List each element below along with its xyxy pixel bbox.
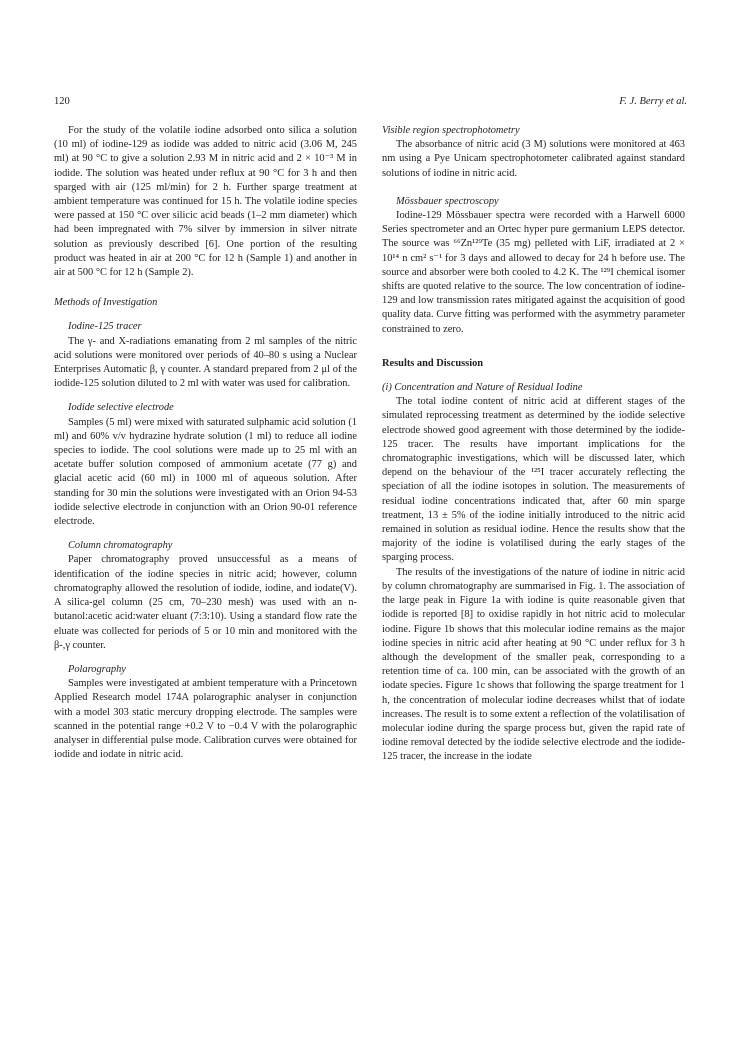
methods-heading: Methods of Investigation (54, 297, 158, 309)
page-number: 120 (54, 96, 70, 107)
column-chromatography-paragraph: Paper chromatography proved unsuccessful as a means of identification of the iodine species in nitric acid; however, column chromatography allowed the resolution of iodide, iodine, and iodate(V). A silica-gel column (25 cm, 70–230 mesh) was used with an n-butanol:acetic acid:water eluant (7:3:10). Using a standard flow rate the eluate was collected for periods of 5 or 10 min and monitored with the β-,γ counter. (54, 554, 357, 651)
concentration-heading: (i) Concentration and Nature of Residual Iodine (382, 382, 583, 394)
visible-spectrophotometry-paragraph: The absorbance of nitric acid (3 M) solutions were monitored at 463 nm using a Pye Unicam spectrophotometer calibrated against standard solutions of iodine in nitric acid. (382, 139, 685, 179)
column-chromatography-heading: Column chromatography (68, 540, 173, 552)
polarography-paragraph: Samples were investigated at ambient temperature with a Princetown Applied Research model 174A polarographic analyser in conjunction with a model 303 static mercury dropping electrode. The samples were scanned in the potential range +0.2 V to −0.4 V with the polarographic analyser in differential pulse mode. Calibration curves were obtained for iodide and iodate in nitric acid. (54, 678, 357, 761)
electrode-heading: Iodide selective electrode (68, 402, 174, 414)
results-paragraph: The results of the investigations of the nature of iodine in nitric acid by column chromatography are summarised in Fig. 1. The association of the large peak in Figure 1a with iodine is quite reasonable given that iodide is reported [8] to oxidise rapidly in hot nitric acid to molecular iodine. Figure 1b shows that this molecular iodine remains as the major iodine species in nitric acid after heating at 90 °C under reflux for 3 h although the development of the smaller peak, corresponding to a retention time of ca. 100 min, can be associated with the growth of an iodate species. Figure 1c shows that following the sparge treatment for 1 h, the concentration of molecular iodine decreases whilst that of iodate increases. The result is to some extent a reflection of the volatilisation of molecular iodine during the sparge process but, given the rapid rate of iodine removal detected by the iodide selective electrode and the iodide-125 tracer, the increase in the iodate (382, 566, 685, 763)
iodine125-paragraph: The γ- and X-radiations emanating from 2 ml samples of the nitric acid solutions were monitored over periods of 40–80 s using a Nuclear Enterprises Automatic β, γ counter. A standard prepared from 2 μl of the iodide-125 solution diluted to 2 ml with water was used for calibration. (54, 335, 357, 390)
concentration-paragraph: The total iodine content of nitric acid at different stages of the simulated reprocessing treatment as determined by the iodide selective electrode showed good agreement with those determined by the iodide-125 tracer. The results have important implications for the chromatographic investigations, which will be discussed later, which depend on the behaviour of the ¹²⁵I tracer accurately reflecting the speciation of all the iodine isotopes in solution. The measurements of residual iodine concentrations indicated that, after 60 min sparge treatment, 13 ± 5% of the iodine initially introduced to the nitric acid remained in solution as residual iodine. Hence the results show that the majority of the iodine is volatilised during the early stages of the sparging process. (382, 396, 685, 564)
polarography-heading: Polarography (68, 663, 126, 675)
right-column (382, 124, 685, 765)
results-heading: Results and Discussion (382, 357, 484, 369)
mossbauer-heading: Mössbauer spectroscopy (396, 195, 499, 207)
left-column (54, 124, 357, 762)
intro-paragraph: For the study of the volatile iodine adsorbed onto silica a solution (10 ml) of iodine-129 as iodide was added to nitric acid (3.06 M, 245 ml) at 90 °C to give a solution 2.93 M in nitric acid and 2 × 10⁻³ M in iodide. The solution was heated under reflux at 90 °C for 3 h and then sparged with air (125 ml/min) for 2 h. Further sparge treatment at ambient temperature was continued for 15 h. The volatile iodine species were passed at 150 °C over silicic acid beads (1–2 mm diameter) which had been impregnated with 7% silver by immersion in silver nitrate solution as previously described [6]. One portion of the resulting product was heated in air at 200 °C for 12 h (Sample 1) and another in air at 500 °C for 12 h (Sample 2). (54, 125, 357, 279)
visible-spectrophotometry-heading: Visible region spectrophotometry (382, 125, 520, 136)
running-head: F. J. Berry et al. (619, 96, 687, 107)
iodine125-heading: Iodine-125 tracer (68, 321, 142, 333)
electrode-paragraph: Samples (5 ml) were mixed with saturated sulphamic acid solution (1 ml) and 60% v/v hydrazine hydrate solution (1 ml) to reduce all iodine species to iodide. The cool solutions were made up to 25 ml with an acetate buffer solution composed of ammonium acetate (77 g) and glacial acetic acid (60 ml) in 1000 ml of aqueous solution. After standing for 30 min the solutions were investigated with an Orion 94-53 iodide selective electrode in conjunction with an Orion 90-01 reference electrode. (54, 416, 357, 528)
mossbauer-paragraph: Iodine-129 Mössbauer spectra were recorded with a Harwell 6000 Series spectrometer and an Ortec hyper pure germanium LEPS detector. The source was ⁶⁶Zn¹²⁹Te (35 mg) pelleted with LiF, irradiated at 2 × 10¹⁴ n cm² s⁻¹ for 3 days and allowed to decay for 24 h before use. The source and absorber were both cooled to 4.2 K. The ¹²⁹I chemical isomer shifts are quoted relative to the source. The low concentration of iodine-129 and low transmission rates mitigated against the acquisition of good quality data. Curve fitting was performed with the asymmetry parameter constrained to zero. (382, 210, 685, 335)
